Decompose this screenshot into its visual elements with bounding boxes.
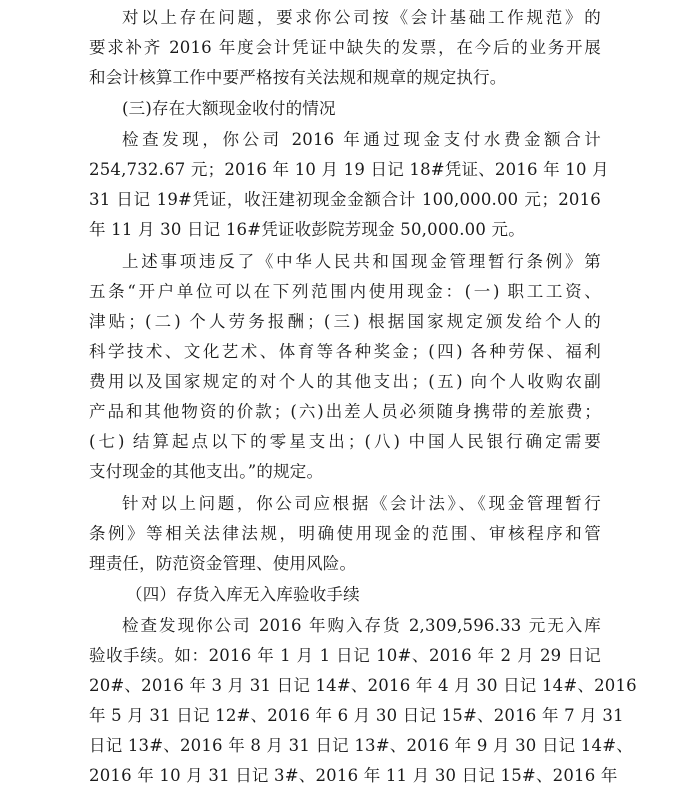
paragraph-4-line-7: (七) 结算起点以下的零星支出；(八) 中国人民银行确定需要 (89, 432, 601, 451)
paragraph-7-line-1: 检查发现你公司 2016 年购入存货 2,309,596.33 元无入库 (122, 616, 601, 635)
paragraph-4-line-8: 支付现金的其他支出。”的规定。 (89, 462, 324, 481)
paragraph-3-line-4: 年 11 月 30 日记 16#凭证收彭院芳现金 50,000.00 元。 (89, 220, 525, 239)
paragraph-4-line-5: 费用以及国家规定的对个人的其他支出；(五) 向个人收购农副 (89, 372, 601, 391)
paragraph-3-line-2: 254,732.67 元；2016 年 10 月 19 日记 18#凭证、2016 年 10 月 (89, 160, 609, 179)
paragraph-4-line-6: 产品和其他物资的价款；(六)出差人员必须随身携带的差旅费； (89, 402, 601, 421)
paragraph-1-line-3: 和会计核算工作中要严格按有关法规和规章的规定执行。 (89, 68, 507, 87)
paragraph-4-line-2: 五条“开户单位可以在下列范围内使用现金：(一) 职工工资、 (89, 282, 601, 301)
paragraph-7-line-6: 2016 年 10 月 31 日记 3#、2016 年 11 月 30 日记 15#、2016 年 (89, 766, 618, 785)
paragraph-3-line-3: 31 日记 19#凭证，收汪建初现金金额合计 100,000.00 元；2016 (89, 190, 601, 209)
paragraph-5-line-1: 针对以上问题，你公司应根据《会计法》、《现金管理暂行 (122, 494, 601, 513)
section-heading-3: (三)存在大额现金收付的情况 (122, 99, 336, 118)
paragraph-1-line-2: 要求补齐 2016 年度会计凭证中缺失的发票，在今后的业务开展 (89, 38, 601, 57)
paragraph-7-line-4: 年 5 月 31 日记 12#、2016 年 6 月 30 日记 15#、2016 年 7 月 31 (89, 706, 624, 725)
paragraph-4-line-3: 津贴；(二) 个人劳务报酬；(三) 根据国家规定颁发给个人的 (89, 312, 601, 331)
section-heading-4: （四）存货入库无入库验收手续 (126, 585, 360, 604)
paragraph-5-line-2: 条例》等相关法律法规，明确使用现金的范围、审核程序和管 (89, 524, 601, 543)
paragraph-7-line-2: 验收手续。如：2016 年 1 月 1 日记 10#、2016 年 2 月 29 日记 (89, 646, 601, 665)
paragraph-3-line-1: 检查发现，你公司 2016 年通过现金支付水费金额合计 (122, 130, 601, 149)
paragraph-5-line-3: 理责任，防范资金管理、使用风险。 (89, 554, 357, 573)
paragraph-7-line-5: 日记 13#、2016 年 8 月 31 日记 13#、2016 年 9 月 30 日记 14#、 (89, 736, 633, 755)
paragraph-1-line-1: 对以上存在问题，要求你公司按《会计基础工作规范》的 (122, 8, 601, 27)
paragraph-4-line-4: 科学技术、文化艺术、体育等各种奖金；(四) 各种劳保、福利 (89, 342, 601, 361)
paragraph-7-line-3: 20#、2016 年 3 月 31 日记 14#、2016 年 4 月 30 日记 14#、2016 (89, 676, 637, 695)
paragraph-4-line-1: 上述事项违反了《中华人民共和国现金管理暂行条例》第 (122, 252, 601, 271)
